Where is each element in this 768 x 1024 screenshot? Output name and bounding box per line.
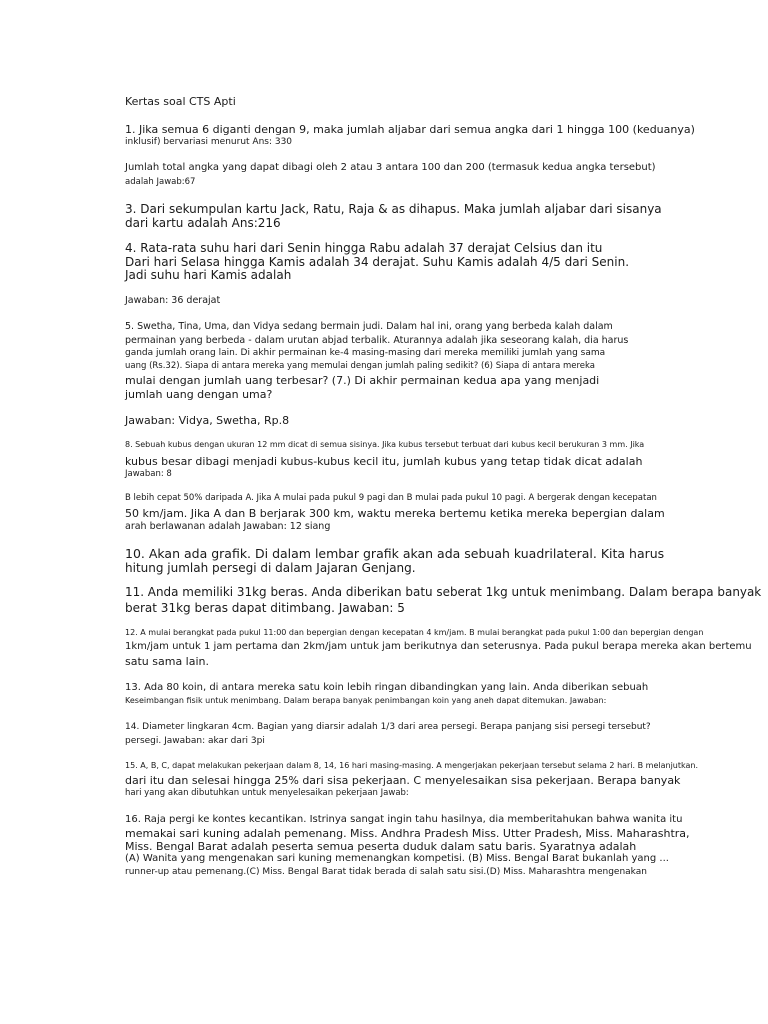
- question-16-line-5: runner-up atau pemenang.(C) Miss. Bengal Barat tidak berada di salah satu sisi.(D) Miss. Maharashtra mengenakan: [125, 867, 647, 877]
- question-9-line-1: B lebih cepat 50% daripada A. Jika A mulai pada pukul 9 pagi dan B mulai pada pukul 10 pagi. A bergerak dengan kecepatan: [125, 493, 657, 503]
- question-12-line-2: 1km/jam untuk 1 jam pertama dan 2km/jam untuk jam berikutnya dan seterusnya. Pada pukul berapa mereka akan bertemu: [125, 641, 752, 652]
- question-11-line-2: berat 31kg beras dapat ditimbang. Jawaban: 5: [125, 601, 405, 615]
- question-3-line-2: dari kartu adalah Ans:216: [125, 216, 281, 230]
- question-8-answer: Jawaban: 8: [125, 469, 172, 479]
- question-4-answer: Jawaban: 36 derajat: [125, 295, 221, 306]
- question-2-line-1: Jumlah total angka yang dapat dibagi oleh 2 atau 3 antara 100 dan 200 (termasuk kedua angka tersebut): [125, 162, 656, 173]
- question-5-line-3: ganda jumlah orang lain. Di akhir permainan ke-4 masing-masing dari mereka memiliki jumlah yang sama: [125, 348, 606, 358]
- question-8-line-1: 8. Sebuah kubus dengan ukuran 12 mm dicat di semua sisinya. Jika kubus tersebut terbuat dari kubus kecil berukuran 3 mm. Jika: [125, 440, 645, 449]
- question-15-line-1: 15. A, B, C, dapat melakukan pekerjaan dalam 8, 14, 16 hari masing-masing. A mengerjakan pekerjaan tersebut selama 2 hari. B melanjutkan.: [125, 761, 699, 770]
- question-10-line-1: 10. Akan ada grafik. Di dalam lembar grafik akan ada sebuah kuadrilateral. Kita harus: [125, 546, 665, 561]
- question-4-line-1: 4. Rata-rata suhu hari dari Senin hingga Rabu adalah 37 derajat Celsius dan itu: [125, 241, 603, 255]
- question-5-line-1: 5. Swetha, Tina, Uma, dan Vidya sedang bermain judi. Dalam hal ini, orang yang berbeda kalah dalam: [125, 321, 613, 332]
- question-13-line-2: Keseimbangan fisik untuk menimbang. Dalam berapa banyak penimbangan koin yang aneh dapat ditemukan. Jawaban:: [125, 696, 607, 705]
- question-3-line-1: 3. Dari sekumpulan kartu Jack, Ratu, Raja & as dihapus. Maka jumlah aljabar dari sisanya: [125, 202, 662, 216]
- question-4-line-3: Jadi suhu hari Kamis adalah: [125, 268, 292, 282]
- question-5-line-2: permainan yang berbeda - dalam urutan abjad terbalik. Aturannya adalah jika seseorang kalah, dia harus: [125, 335, 629, 346]
- question-5-line-4: uang (Rs.32). Siapa di antara mereka yang memulai dengan jumlah paling sedikit? (6) Siapa di antara mereka: [125, 361, 596, 371]
- question-16-line-1: 16. Raja pergi ke kontes kecantikan. Istrinya sangat ingin tahu hasilnya, dia memberitahukan bahwa wanita itu: [125, 814, 683, 825]
- question-5-line-6: jumlah uang dengan uma?: [125, 388, 273, 401]
- question-9-line-2: 50 km/jam. Jika A dan B berjarak 300 km, waktu mereka bertemu ketika mereka bepergian dalam: [125, 507, 665, 520]
- question-14-line-1: 14. Diameter lingkaran 4cm. Bagian yang diarsir adalah 1/3 dari area persegi. Berapa panjang sisi persegi tersebut?: [125, 722, 651, 732]
- question-16-line-4: (A) Wanita yang mengenakan sari kuning memenangkan kompetisi. (B) Miss. Bengal Barat bukanlah yang ...: [125, 853, 669, 864]
- question-4-line-2: Dari hari Selasa hingga Kamis adalah 34 derajat. Suhu Kamis adalah 4/5 dari Senin.: [125, 255, 630, 269]
- question-8-line-2: kubus besar dibagi menjadi kubus-kubus kecil itu, jumlah kubus yang tetap tidak dicat adalah: [125, 455, 643, 468]
- question-2-line-2: adalah Jawab:67: [125, 177, 196, 187]
- question-14-line-2: persegi. Jawaban: akar dari 3pi: [125, 736, 265, 746]
- page-title: Kertas soal CTS Apti: [125, 95, 236, 108]
- question-5-answer: Jawaban: Vidya, Swetha, Rp.8: [125, 414, 290, 427]
- question-15-line-2: dari itu dan selesai hingga 25% dari sisa pekerjaan. C menyelesaikan sisa pekerjaan. Berapa banyak: [125, 774, 681, 787]
- question-10-line-2: hitung jumlah persegi di dalam Jajaran Genjang.: [125, 561, 416, 575]
- question-1-line-1: 1. Jika semua 6 diganti dengan 9, maka jumlah aljabar dari semua angka dari 1 hingga 100 (keduanya): [125, 123, 695, 136]
- question-16-line-2: memakai sari kuning adalah pemenang. Miss. Andhra Pradesh Miss. Utter Pradesh, Miss. Maharashtra,: [125, 827, 690, 840]
- question-5-line-5: mulai dengan jumlah uang terbesar? (7.) Di akhir permainan kedua apa yang menjadi: [125, 374, 600, 387]
- question-15-line-3: hari yang akan dibutuhkan untuk menyelesaikan pekerjaan Jawab:: [125, 788, 409, 798]
- question-9-line-3: arah berlawanan adalah Jawaban: 12 siang: [125, 521, 331, 532]
- question-13-line-1: 13. Ada 80 koin, di antara mereka satu koin lebih ringan dibandingkan yang lain. Anda diberikan sebuah: [125, 682, 649, 693]
- question-16-line-3: Miss. Bengal Barat adalah peserta semua peserta duduk dalam satu baris. Syaratnya adalah: [125, 840, 637, 853]
- question-1-line-2: inklusif) bervariasi menurut Ans: 330: [125, 137, 293, 147]
- question-12-line-1: 12. A mulai berangkat pada pukul 11:00 dan bepergian dengan kecepatan 4 km/jam. B mulai berangkat pada pukul 1:00 dan bepergian dengan: [125, 628, 704, 637]
- question-12-line-3: satu sama lain.: [125, 655, 209, 668]
- question-11-line-1: 11. Anda memiliki 31kg beras. Anda diberikan batu seberat 1kg untuk menimbang. Dalam berapa banyak: [125, 585, 762, 599]
